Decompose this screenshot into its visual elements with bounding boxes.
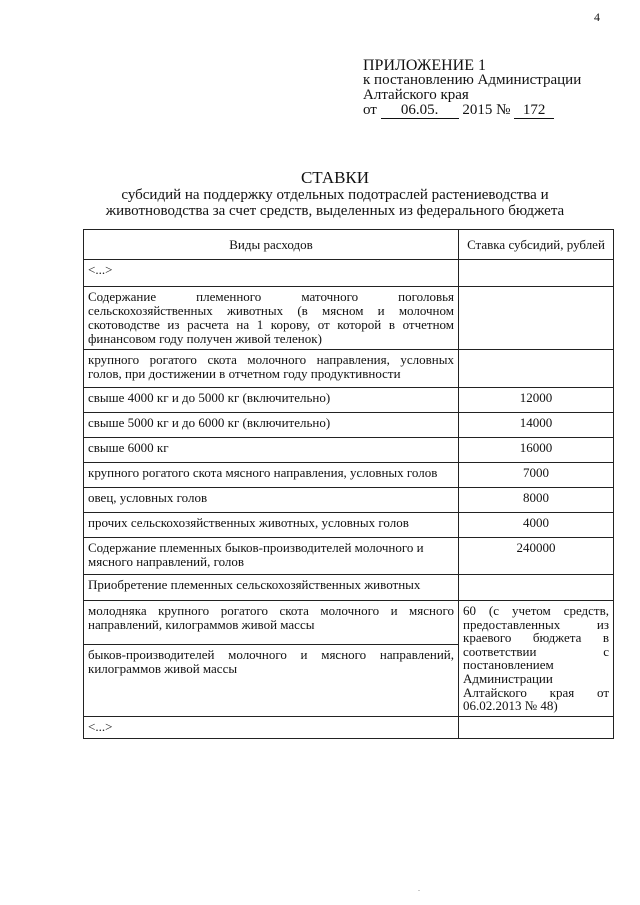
row-value: 8000 <box>459 488 614 513</box>
resolution-number: 172 <box>514 103 554 119</box>
appendix-line-1: к постановлению Администрации <box>363 72 582 88</box>
document-heading <box>80 168 590 219</box>
appendix-block <box>363 58 623 119</box>
table-row <box>84 413 614 438</box>
ellipsis-cell: <...> <box>84 260 459 287</box>
table-row <box>84 287 614 350</box>
page-number: 4 <box>594 10 600 24</box>
table-row <box>84 350 614 388</box>
heading-sub-1: субсидий на поддержку отдельных подотраслей растениеводства и <box>121 187 549 203</box>
row-label: крупного рогатого скота мясного направления, условных голов <box>84 463 459 488</box>
row-label: свыше 4000 кг и до 5000 кг (включительно) <box>84 388 459 413</box>
header-expense-type: Виды расходов <box>84 230 459 260</box>
rates-table <box>83 229 614 739</box>
table-row <box>84 438 614 463</box>
row-label: прочих сельскохозяйственных животных, условных голов <box>84 513 459 538</box>
table-row <box>84 538 614 575</box>
row-value: 7000 <box>459 463 614 488</box>
table-row <box>84 575 614 601</box>
appendix-line-2: Алтайского края <box>363 87 469 103</box>
row-value: 12000 <box>459 388 614 413</box>
table-row <box>84 388 614 413</box>
row-label: крупного рогатого скота молочного направления, условных голов, при достижении в отчетном году продуктивности <box>84 350 459 388</box>
row-value: 16000 <box>459 438 614 463</box>
ellipsis-value-cell <box>459 260 614 287</box>
scan-speck: . <box>418 884 420 893</box>
row-label: свыше 6000 кг <box>84 438 459 463</box>
ellipsis-value-cell <box>459 716 614 738</box>
row-value <box>459 287 614 350</box>
table-row <box>84 463 614 488</box>
table-row-ellipsis <box>84 260 614 287</box>
row-value: 4000 <box>459 513 614 538</box>
row-label: Приобретение племенных сельскохозяйственных животных <box>84 575 459 601</box>
heading-main: СТАВКИ <box>300 168 370 187</box>
table-row <box>84 601 614 645</box>
row-label: овец, условных голов <box>84 488 459 513</box>
number-sign: № <box>496 102 511 118</box>
ellipsis-cell: <...> <box>84 716 459 738</box>
table-row-ellipsis <box>84 716 614 738</box>
appendix-title: ПРИЛОЖЕНИЕ 1 <box>363 57 487 74</box>
resolution-date: 06.05. <box>381 103 459 119</box>
row-label: молодняка крупного рогатого скота молочного и мясного направлений, килограммов живой массы <box>84 601 459 645</box>
merged-note-cell: 60 (с учетом средств, предоставленных из краевого бюджета в соответствии с постановлением Администрации Алтайского края от 06.02.2013 № 48) <box>459 601 614 717</box>
row-label: Содержание племенных быков-производителей молочного и мясного направлений, голов <box>84 538 459 575</box>
date-prefix: от <box>363 102 377 118</box>
table-row <box>84 513 614 538</box>
table-row <box>84 488 614 513</box>
header-subsidy-rate: Ставка субсидий, рублей <box>459 230 614 260</box>
heading-sub-2: животноводства за счет средств, выделенных из федерального бюджета <box>105 203 565 219</box>
row-value <box>459 350 614 388</box>
row-value: 240000 <box>459 538 614 575</box>
appendix-dateline <box>363 103 623 119</box>
row-label: быков-производителей молочного и мясного направлений, килограммов живой массы <box>84 645 459 717</box>
table-header-row <box>84 230 614 260</box>
row-value <box>459 575 614 601</box>
row-label: свыше 5000 кг и до 6000 кг (включительно) <box>84 413 459 438</box>
row-value: 14000 <box>459 413 614 438</box>
row-label: Содержание племенного маточного поголовья сельскохозяйственных животных (в мясном и молочном скотоводстве из расчета на 1 корову, от которой в отчетном финансовом году получен живой теленок) <box>84 287 459 350</box>
resolution-year: 2015 <box>462 102 493 118</box>
